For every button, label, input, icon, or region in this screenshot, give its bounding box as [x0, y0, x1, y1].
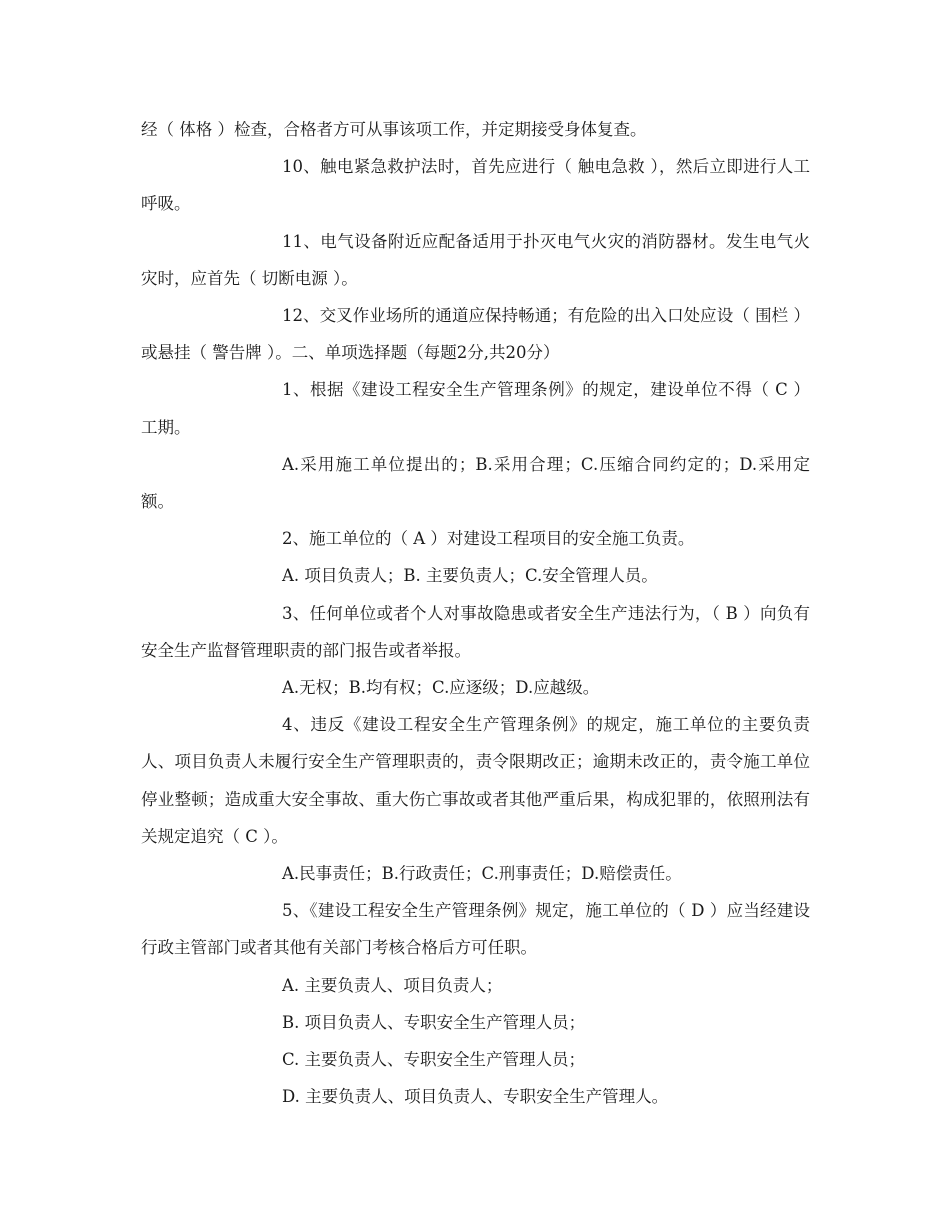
question: 3、任何单位或者个人对事故隐患或者安全生产违法行为，（ B ）向负有安全生产监督管理职责的部门报告或者举报。 [141, 603, 810, 660]
paragraph: 经（ 体格 ）检查，合格者方可从事该项工作，并定期接受身体复查。 [141, 120, 647, 139]
question: 5、《建设工程安全生产管理条例》规定，施工单位的（ D ）应当经建设行政主管部门或者其他有关部门考核合格后方可任职。 [141, 901, 810, 958]
paragraph: 10、触电紧急救护法时，首先应进行（ 触电急救 ），然后立即进行人工呼吸。 [141, 157, 810, 214]
option-c: C. 主要负责人、专职安全生产管理人员； [282, 1050, 586, 1070]
options: A.采用施工单位提出的；B.采用合理；C.压缩合同约定的；D.采用定额。 [141, 454, 810, 512]
options: A.无权；B.均有权；C.应逐级；D.应越级。 [282, 678, 600, 698]
document-body [141, 111, 810, 1115]
paragraph: 12、交叉作业场所的通道应保持畅通；有危险的出入口处应设（ 围栏 ）或悬挂（ 警告牌 ）。二、单项选择题（每题2分,共20分） [141, 306, 810, 363]
paragraph: 11、电气设备附近应配备适用于扑灭电气火灾的消防器材。发生电气火灾时，应首先（ 切断电源 ）。 [141, 231, 810, 288]
option-d: D. 主要负责人、项目负责人、专职安全生产管理人。 [282, 1087, 669, 1107]
option-a: A. 主要负责人、项目负责人； [282, 975, 503, 995]
question: 1、根据《建设工程安全生产管理条例》的规定，建设单位不得（ C ）工期。 [141, 380, 810, 437]
options: A. 项目负责人；B. 主要负责人；C.安全管理人员。 [282, 566, 658, 586]
question: 2、施工单位的（ A ）对建设工程项目的安全施工负责。 [282, 529, 695, 549]
option-b: B. 项目负责人、专职安全生产管理人员； [282, 1012, 586, 1032]
options: A.民事责任；B.行政责任；C.刑事责任；D.赔偿责任。 [282, 864, 682, 884]
question: 4、违反《建设工程安全生产管理条例》的规定，施工单位的主要负责人、项目负责人未履行安全生产管理职责的，责令限期改正；逾期未改正的，责令施工单位停业整顿；造成重大安全事故、重大伤亡事故或者其他严重后果，构成犯罪的，依照刑法有关规定追究（ C ）。 [141, 715, 810, 846]
